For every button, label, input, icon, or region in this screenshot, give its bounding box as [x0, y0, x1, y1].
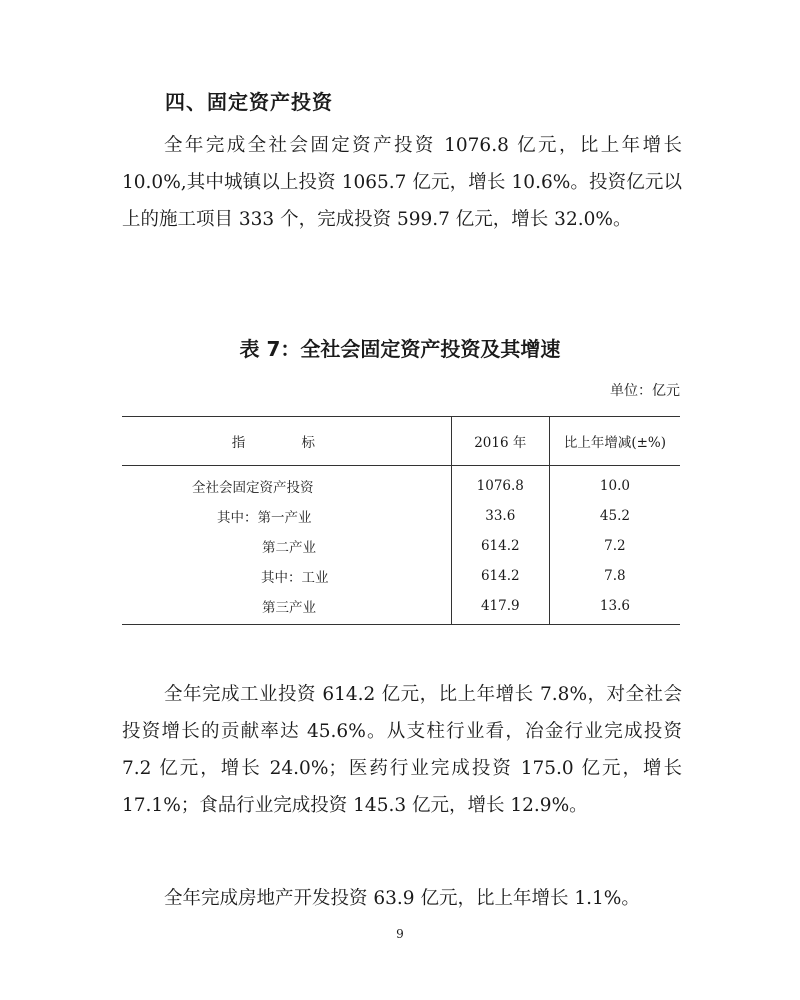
row-change: 10.0 [599, 478, 630, 494]
row-change: 7.2 [604, 538, 626, 554]
investment-table [122, 416, 680, 625]
row-value: 1076.8 [451, 466, 549, 502]
row-value: 614.2 [451, 561, 549, 591]
row-value: 33.6 [451, 501, 549, 531]
paragraph-industrial-investment: 全年完成工业投资 614.2 亿元，比上年增长 7.8%，对全社会投资增长的贡献率达 45.6%。从支柱行业看，冶金行业完成投资 7.2 亿元，增长 24.0%；医药行业完成投资 175.0 亿元，增长 17.1%；食品行业完成投资 145.3 亿元，增长 12.9%。 [122, 684, 682, 816]
row-label: 其中：工业 [261, 570, 329, 586]
table-title: 表 7：全社会固定资产投资及其增速 [239, 337, 561, 361]
row-change: 13.6 [549, 591, 680, 625]
section-heading: 四、固定资产投资 [165, 90, 333, 114]
header-change: 比上年增减(±%) [549, 417, 680, 466]
row-label: 其中：第一产业 [217, 510, 312, 526]
row-label: 第二产业 [262, 540, 316, 556]
table-header-row [122, 417, 680, 466]
row-label: 全社会固定资产投资 [192, 480, 314, 496]
page-number: 9 [396, 927, 404, 941]
table-row [122, 501, 680, 531]
row-value: 614.2 [451, 531, 549, 561]
paragraph-fixed-asset-investment: 全年完成全社会固定资产投资 1076.8 亿元，比上年增长 10.0%,其中城镇以上投资 1065.7 亿元，增长 10.6%。投资亿元以上的施工项目 333 个，完成投资 599.7 亿元，增长 32.0%。 [122, 135, 682, 230]
row-change: 45.2 [599, 508, 630, 524]
table-row [122, 466, 680, 502]
row-change: 7.8 [604, 568, 626, 584]
table-row [122, 591, 680, 625]
header-indicator: 指 标 [122, 417, 451, 466]
header-year-2016: 2016 年 [451, 417, 549, 466]
table-unit: 单位：亿元 [610, 383, 680, 399]
row-label: 第三产业 [122, 591, 451, 625]
paragraph-real-estate-investment: 全年完成房地产开发投资 63.9 亿元，比上年增长 1.1%。 [164, 888, 640, 909]
row-value: 417.9 [451, 591, 549, 625]
table-row [122, 561, 680, 591]
table-row [122, 531, 680, 561]
